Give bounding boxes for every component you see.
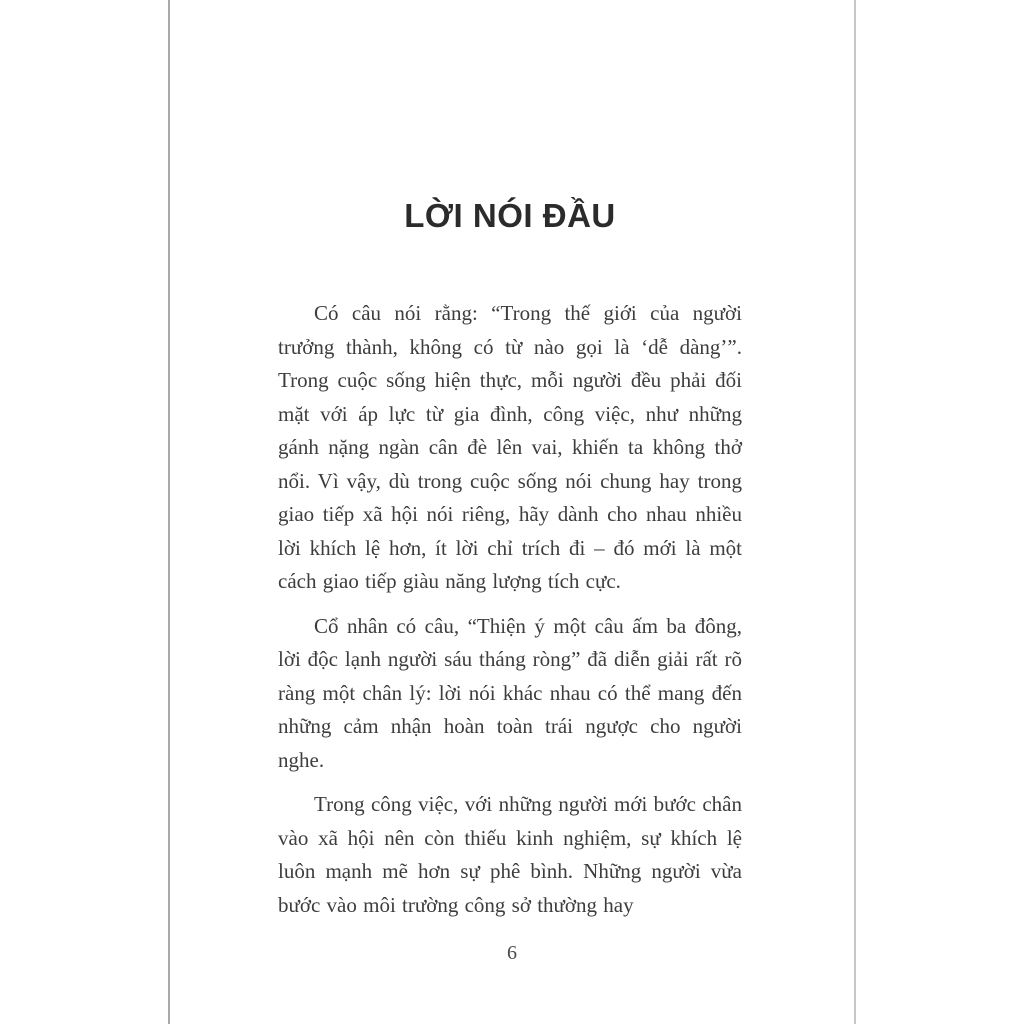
page-right-edge-line [854,0,856,1024]
chapter-title: LỜI NÓI ĐẦU [404,197,616,234]
paragraph: Có câu nói rằng: “Trong thế giới của người trưởng thành, không có từ nào gọi là ‘dễ dàng’”. Trong cuộc sống hiện thực, mỗi người đều phải đối mặt với áp lực từ gia đình, công việc, như những gánh nặng ngàn cân đè lên vai, khiến ta không thở nổi. Vì vậy, dù trong cuộc sống nói chung hay trong giao tiếp xã hội nói riêng, hãy dành cho nhau nhiều lời khích lệ hơn, ít lời chỉ trích đi – đó mới là một cách giao tiếp giàu năng lượng tích cực. [278,301,742,593]
page-left-edge-line [168,0,170,1024]
page-text-block [278,0,742,933]
paragraph: Trong công việc, với những người mới bước chân vào xã hội nên còn thiếu kinh nghiệm, sự khích lệ luôn mạnh mẽ hơn sự phê bình. Những người vừa bước vào môi trường công sở thường hay [278,792,742,917]
paragraph: Cổ nhân có câu, “Thiện ý một câu ấm ba đông, lời độc lạnh người sáu tháng ròng” đã diễn giải rất rõ ràng một chân lý: lời nói khác nhau có thể mang đến những cảm nhận hoàn toàn trái ngược cho người nghe. [278,613,742,772]
page-number: 6 [507,942,517,964]
body-paragraphs [278,297,742,922]
